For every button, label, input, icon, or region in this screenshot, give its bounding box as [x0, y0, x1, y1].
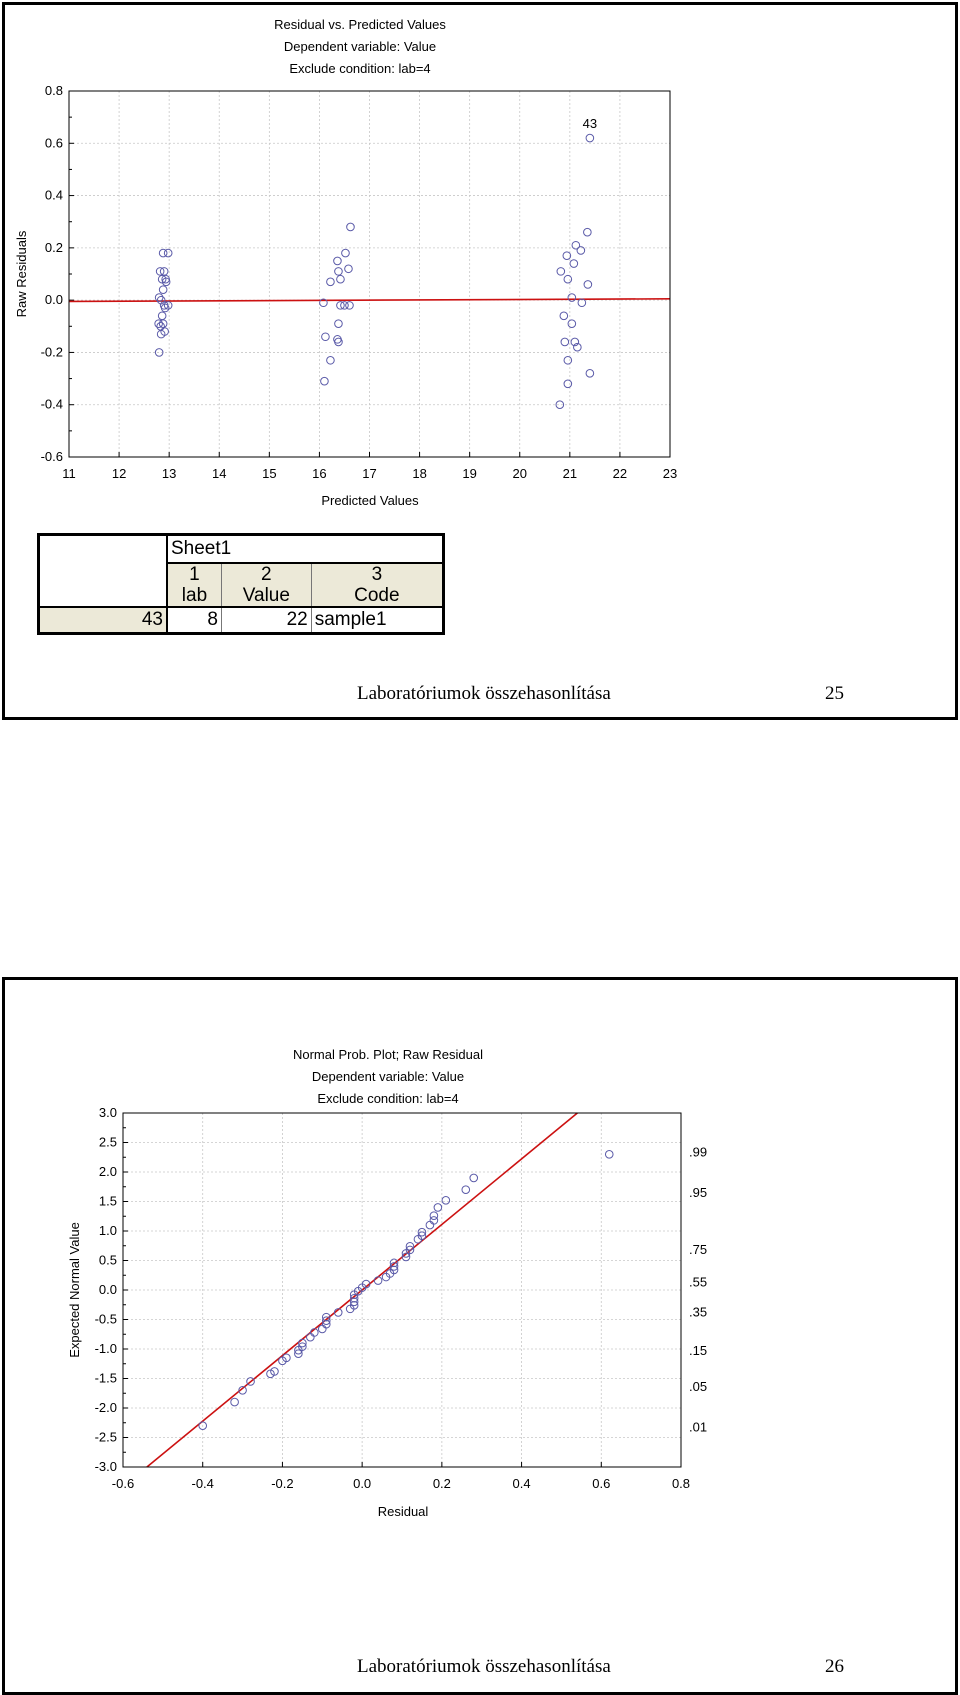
column-header-lab: [167, 563, 221, 607]
column-header-value: [221, 563, 311, 607]
probability-label: .75: [689, 1242, 708, 1258]
x-tick-label: 14: [212, 466, 227, 481]
probability-label: .55: [689, 1274, 708, 1290]
x-tick-label: 18: [412, 466, 427, 481]
data-point: [231, 1398, 239, 1406]
column-header-code: [311, 563, 443, 607]
probability-label: .99: [689, 1144, 708, 1160]
data-point: [335, 320, 343, 328]
y-tick-label: -0.4: [40, 396, 63, 412]
row-label: 43: [39, 607, 168, 634]
data-point: [164, 249, 172, 257]
data-point: [159, 286, 167, 294]
probability-label: .95: [689, 1184, 708, 1200]
cell-value: 22: [221, 607, 311, 634]
data-point: [322, 333, 330, 341]
cell-code: sample1: [311, 607, 443, 634]
x-tick-label: 0.4: [512, 1476, 531, 1491]
data-point: [564, 380, 572, 388]
data-point: [560, 312, 568, 320]
chart1-title: Residual vs. Predicted Values: [274, 17, 446, 32]
sheet-corner-cell: [39, 535, 168, 608]
chart2-ticks: [95, 1105, 690, 1491]
data-point: [334, 257, 342, 265]
data-point: [426, 1221, 434, 1229]
y-tick-label: 3.0: [98, 1105, 117, 1120]
normal-probability-plot: [5, 980, 955, 1540]
chart2-probability-labels: [689, 1145, 707, 1435]
data-point: [155, 320, 163, 328]
chart2-title: Normal Prob. Plot; Raw Residual: [292, 1047, 484, 1062]
x-tick-label: 16: [312, 466, 327, 481]
column-name: Value: [242, 585, 290, 606]
x-tick-label: 21: [562, 466, 578, 481]
data-point: [557, 268, 565, 276]
probability-label: .05: [689, 1379, 708, 1395]
data-point: [462, 1186, 470, 1194]
data-sheet-table: [37, 533, 445, 635]
x-tick-label: 0.8: [671, 1476, 691, 1491]
page-number: 26: [825, 1656, 844, 1677]
chart1-plot-frame: [69, 91, 670, 457]
data-point: [327, 356, 335, 364]
data-point: [346, 302, 354, 310]
column-number: 2: [261, 564, 272, 585]
y-tick-label: 0.4: [44, 187, 63, 203]
data-point: [327, 278, 335, 286]
data-point: [158, 312, 166, 320]
data-point: [561, 338, 569, 346]
data-point: [430, 1212, 438, 1220]
x-tick-label: 15: [262, 466, 277, 481]
x-tick-label: -0.6: [111, 1476, 135, 1491]
table-row: [39, 607, 444, 634]
y-tick-label: 0.0: [98, 1282, 117, 1297]
chart1-outlier-label: 43: [582, 116, 598, 132]
slide-26: [2, 977, 958, 1695]
data-point: [345, 265, 353, 273]
x-tick-label: 20: [512, 466, 527, 481]
chart2-grid: [123, 1113, 681, 1467]
x-tick-label: -0.4: [191, 1476, 214, 1491]
chart2-points: [199, 1151, 613, 1430]
residual-vs-predicted-chart: [5, 5, 955, 525]
cell-lab: 8: [167, 607, 221, 634]
y-tick-label: -0.5: [94, 1311, 117, 1327]
x-tick-label: 22: [612, 466, 628, 481]
chart1-x-axis-label: Predicted Values: [321, 493, 419, 508]
y-tick-label: 2.5: [98, 1134, 117, 1150]
data-point: [434, 1204, 442, 1212]
slide-25: [2, 2, 958, 720]
chart2-x-axis-label: Residual: [377, 1504, 429, 1519]
y-tick-label: 0.2: [44, 239, 63, 255]
data-point: [564, 356, 572, 364]
data-point: [442, 1197, 450, 1205]
chart1-subtitle-dependent: Dependent variable: Value: [283, 39, 437, 54]
data-point: [568, 294, 576, 302]
data-point: [568, 320, 576, 328]
probability-label: .01: [689, 1419, 708, 1435]
probability-label: .15: [689, 1343, 708, 1359]
chart1-grid: [69, 91, 670, 457]
chart2-subtitle-exclude: Exclude condition: lab=4: [317, 1091, 459, 1106]
x-tick-label: -0.2: [271, 1476, 294, 1491]
y-tick-label: -1.5: [94, 1370, 117, 1386]
data-point: [570, 260, 578, 268]
x-tick-label: 17: [362, 466, 377, 481]
chart1-points: [155, 134, 594, 408]
y-tick-label: 0.8: [44, 83, 63, 98]
data-point: [586, 134, 594, 142]
x-tick-label: 19: [462, 466, 477, 481]
probability-label: .35: [689, 1304, 708, 1320]
sheet-name: Sheet1: [167, 535, 444, 564]
x-tick-label: 0.0: [353, 1476, 372, 1491]
x-tick-label: 23: [662, 466, 678, 481]
chart2-plot-frame: [123, 1113, 681, 1467]
y-tick-label: -0.6: [40, 449, 63, 464]
column-name: lab: [181, 585, 208, 606]
column-number: 3: [371, 564, 383, 585]
chart1-y-axis-label: Raw Residuals: [14, 230, 29, 318]
data-point: [307, 1333, 315, 1341]
footer-title: Laboratóriumok összehasonlítása: [357, 683, 611, 704]
x-tick-label: 11: [62, 466, 76, 481]
data-point: [337, 275, 345, 283]
y-tick-label: -1.0: [94, 1341, 117, 1356]
x-tick-label: 0.2: [432, 1476, 451, 1491]
data-point: [347, 223, 355, 231]
data-point: [321, 377, 329, 385]
y-tick-label: -0.2: [40, 344, 63, 360]
y-tick-label: -2.5: [94, 1429, 117, 1445]
data-point: [470, 1174, 478, 1182]
y-tick-label: -2.0: [94, 1400, 117, 1415]
chart1-subtitle-exclude: Exclude condition: lab=4: [289, 61, 431, 76]
y-tick-label: 1.5: [98, 1193, 117, 1209]
data-point: [342, 249, 350, 257]
column-name: Code: [354, 585, 400, 606]
x-tick-label: 13: [161, 466, 177, 481]
column-number: 1: [189, 564, 200, 585]
page-number: 25: [825, 683, 844, 704]
data-point: [577, 247, 585, 255]
y-tick-label: -3.0: [94, 1459, 117, 1474]
y-tick-label: 0.0: [44, 292, 63, 308]
data-point: [584, 281, 592, 289]
data-point: [155, 294, 163, 302]
x-tick-label: 12: [111, 466, 127, 481]
data-point: [584, 228, 592, 236]
data-point: [586, 370, 594, 378]
x-tick-label: 0.6: [592, 1476, 611, 1491]
y-tick-label: 0.6: [44, 135, 63, 151]
data-point: [564, 275, 572, 283]
footer-title: Laboratóriumok összehasonlítása: [357, 1656, 611, 1677]
chart2-y-axis-label: Expected Normal Value: [67, 1222, 82, 1358]
y-tick-label: 1.0: [98, 1223, 117, 1238]
chart2-subtitle-dependent: Dependent variable: Value: [311, 1069, 465, 1084]
data-point: [335, 338, 343, 346]
y-tick-label: 2.0: [98, 1164, 117, 1179]
data-point: [335, 268, 343, 276]
y-tick-label: 0.5: [98, 1252, 117, 1268]
data-point: [605, 1151, 613, 1159]
chart1-ticks: [41, 83, 678, 481]
data-point: [318, 1325, 326, 1333]
